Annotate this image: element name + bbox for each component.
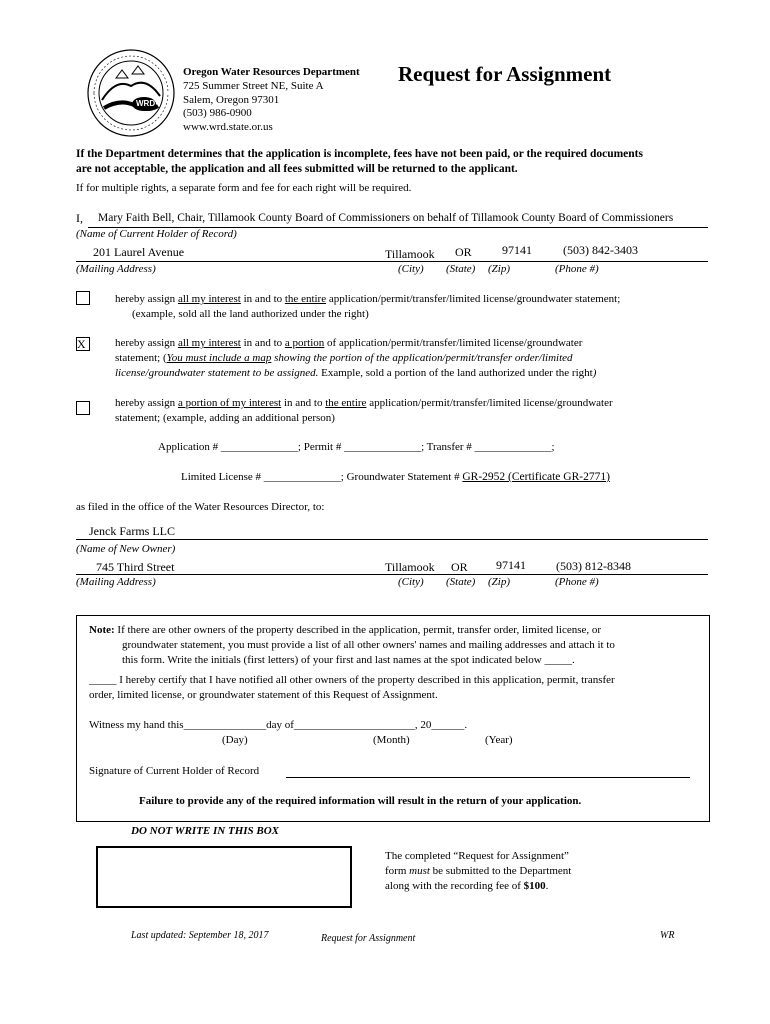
option-2-text-b: all my interest [177, 337, 241, 349]
failure-warning: Failure to provide any of the required information will result in the return of your application. [139, 795, 582, 807]
new-owner-state-field[interactable]: OR [451, 560, 468, 574]
office-use-box [96, 846, 352, 908]
note-line-2: groundwater statement, you must provide a list of all other owners' names and mailing addresses and attach it to [122, 639, 615, 651]
footer-doc-name: Request for Assignment [321, 933, 416, 944]
holder-name-field[interactable]: Mary Faith Bell, Chair, Tillamook County Board of Commissioners on behalf of Tillamook County Board of Commissioners [98, 212, 674, 224]
option-1-text-d: the entire [284, 293, 327, 305]
holder-mailing-label: (Mailing Address) [76, 263, 156, 275]
warning-line-2: are not acceptable, the application and all fees submitted will be returned to the applicant. [76, 163, 518, 175]
new-owner-name-label: (Name of New Owner) [76, 543, 176, 555]
option-1-line-1 [115, 293, 620, 305]
holder-state-field[interactable]: OR [455, 245, 472, 259]
option-2-text-g: You must include a map [166, 352, 272, 364]
groundwater-statement-field[interactable]: GR-2952 (Certificate GR-2771) [462, 471, 610, 483]
seal-center-text: WRD [136, 99, 156, 108]
option-2-text-k: ) [592, 367, 597, 379]
multiple-rights-note: If for multiple rights, a separate form and fee for each right will be required. [76, 182, 412, 194]
option-3-text-c: in and to [281, 397, 326, 409]
holder-city-label: (City) [398, 263, 424, 275]
option-2-text-c: in and to [240, 337, 285, 349]
signature-line[interactable] [286, 777, 690, 778]
completed-line-3 [385, 880, 548, 892]
option-2-text-i: license/groundwater statement to be assigned. [115, 367, 319, 379]
new-owner-phone-field[interactable]: (503) 812-8348 [556, 559, 631, 573]
new-owner-mailing-label: (Mailing Address) [76, 576, 156, 588]
footer-code: WR [660, 930, 675, 941]
new-owner-phone-label: (Phone #) [555, 576, 599, 588]
option-2-text-f: statement; ( [115, 352, 167, 364]
new-owner-city-field[interactable]: Tillamook [385, 560, 435, 574]
certify-line-1[interactable]: _____ I hereby certify that I have notified all other owners of the property described in this application, permit, transfer [89, 674, 615, 686]
option-2-line-2 [115, 352, 573, 364]
note-label: Note: [89, 624, 115, 636]
application-numbers-line[interactable]: Application # ______________; Permit # ______________; Transfer # ______________; [158, 441, 555, 453]
option-1-text-e: application/permit/transfer/limited license/groundwater statement; [326, 293, 621, 305]
option-2-text-d: a portion [284, 337, 325, 349]
option-2-text-e: of application/permit/transfer/limited license/groundwater [324, 337, 583, 349]
completed-text-c: be submitted to the Department [429, 865, 572, 877]
holder-phone-field[interactable]: (503) 842-3403 [563, 243, 638, 257]
license-numbers-prefix: Limited License # ______________; Groundwater Statement # [181, 471, 460, 483]
option-2-text-a: hereby assign [115, 337, 178, 349]
filed-statement: as filed in the office of the Water Resources Director, to: [76, 501, 325, 513]
option-1-text-b: all my interest [177, 293, 241, 305]
agency-seal [86, 48, 176, 138]
new-owner-name-underline [76, 539, 708, 540]
new-owner-name-field[interactable]: Jenck Farms LLC [89, 524, 175, 538]
month-label: (Month) [373, 734, 410, 746]
option-1-text-a: hereby assign [115, 293, 178, 305]
completed-text-d: along with the recording fee of [385, 880, 524, 892]
new-owner-address-field[interactable]: 745 Third Street [96, 560, 175, 574]
note-box [76, 615, 710, 822]
new-owner-address-underline [76, 574, 708, 575]
option-portion-of-interest-checkbox[interactable] [76, 401, 90, 415]
holder-name-label: (Name of Current Holder of Record) [76, 228, 237, 240]
option-3-line-2: statement; (example, adding an additional person) [115, 412, 335, 424]
warning-line-1: If the Department determines that the application is incomplete, fees have not been paid, or the required documents [76, 148, 643, 160]
license-numbers-line [181, 471, 610, 483]
holder-prefix: I, [76, 211, 83, 225]
completed-text-b: must [409, 865, 430, 877]
holder-phone-label: (Phone #) [555, 263, 599, 275]
holder-address-underline [76, 261, 708, 262]
holder-city-field[interactable]: Tillamook [385, 247, 435, 261]
agency-name: Oregon Water Resources Department [183, 66, 360, 78]
option-2-text-h: showing the portion of the application/permit/transfer order/limited [271, 352, 573, 364]
option-entire-interest-checkbox[interactable] [76, 291, 90, 305]
completed-text-a: form [385, 865, 410, 877]
certify-line-2: order, limited license, or groundwater statement of this Request of Assignment. [89, 689, 438, 701]
option-3-text-b: a portion of my interest [177, 397, 282, 409]
year-label: (Year) [485, 734, 513, 746]
holder-zip-label: (Zip) [488, 263, 510, 275]
new-owner-state-label: (State) [446, 576, 476, 588]
option-3-text-e: application/permit/transfer/limited license/groundwater [366, 397, 613, 409]
completed-text-e: . [545, 880, 549, 892]
day-label: (Day) [222, 734, 248, 746]
note-line-1 [89, 624, 601, 636]
new-owner-zip-field[interactable]: 97141 [496, 558, 526, 572]
signature-label: Signature of Current Holder of Record [89, 765, 260, 777]
holder-address-field[interactable]: 201 Laurel Avenue [93, 245, 185, 259]
note-line-3: this form. Write the initials (first letters) of your first and last names at the spot indicated below _____. [122, 654, 575, 666]
seal-graphic [86, 48, 176, 138]
holder-zip-field[interactable]: 97141 [502, 243, 532, 257]
option-3-text-d: the entire [325, 397, 367, 409]
holder-state-label: (State) [446, 263, 476, 275]
recording-fee: $100 [523, 880, 546, 892]
new-owner-zip-label: (Zip) [488, 576, 510, 588]
option-2-line-1 [115, 337, 582, 349]
option-2-text-j: Example, sold a portion of the land authorized under the right [318, 367, 593, 379]
completed-line-2 [385, 865, 571, 877]
option-1-line-2: (example, sold all the land authorized under the right) [132, 308, 369, 320]
agency-website: www.wrd.state.or.us [183, 121, 273, 133]
agency-address-2: Salem, Oregon 97301 [183, 94, 280, 106]
option-portion-checkbox[interactable]: X [76, 337, 90, 351]
agency-address-1: 725 Summer Street NE, Suite A [183, 80, 324, 92]
page-title: Request for Assignment [398, 62, 612, 86]
option-2-line-3 [115, 367, 596, 379]
new-owner-city-label: (City) [398, 576, 424, 588]
completed-line-1: The completed “Request for Assignment” [385, 850, 569, 862]
do-not-write-label: DO NOT WRITE IN THIS BOX [131, 825, 280, 837]
witness-line[interactable]: Witness my hand this_______________day of______________________, 20______. [89, 719, 468, 731]
option-1-text-c: in and to [240, 293, 285, 305]
option-3-line-1 [115, 397, 613, 409]
note-text-1: If there are other owners of the property described in the application, permit, transfer order, limited license, or [114, 624, 602, 636]
option-3-text-a: hereby assign [115, 397, 178, 409]
footer-updated: Last updated: September 18, 2017 [131, 930, 269, 941]
agency-phone: (503) 986-0900 [183, 107, 252, 119]
